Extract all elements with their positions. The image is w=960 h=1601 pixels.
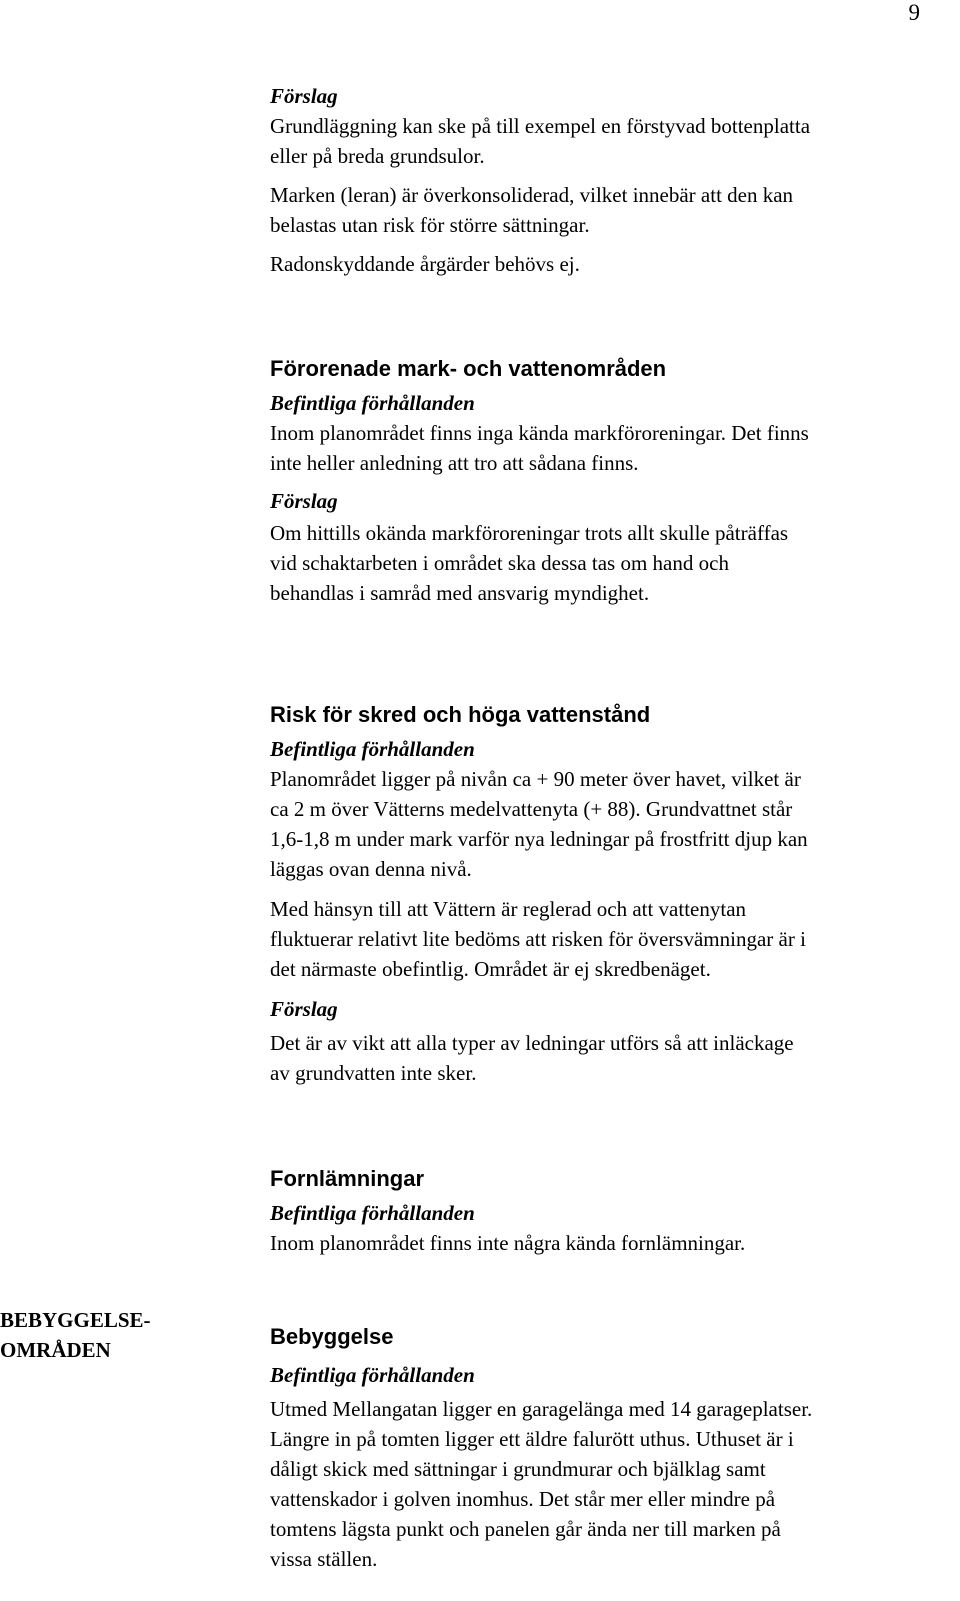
paragraph-line: Med hänsyn till att Vättern är reglerad och att vattenytan bbox=[270, 897, 747, 921]
subheading-befintliga: Befintliga förhållanden bbox=[270, 1363, 475, 1387]
margin-label-line: BEBYGGELSE- bbox=[0, 1308, 151, 1332]
paragraph-line: Utmed Mellangatan ligger en garagelänga med 14 garageplatser. bbox=[270, 1397, 813, 1421]
paragraph-line: läggas ovan denna nivå. bbox=[270, 857, 472, 881]
paragraph-line: fluktuerar relativt lite bedöms att risken för översvämningar är i bbox=[270, 927, 806, 951]
paragraph-line: Inom planområdet finns inte några kända fornlämningar. bbox=[270, 1231, 746, 1255]
paragraph-line: Planområdet ligger på nivån ca + 90 meter över havet, vilket är bbox=[270, 767, 801, 791]
paragraph-line: vissa ställen. bbox=[270, 1547, 378, 1571]
paragraph-line: Radonskyddande årgärder behövs ej. bbox=[270, 252, 580, 276]
paragraph-line: det närmaste obefintlig. Området är ej skredbenäget. bbox=[270, 957, 711, 981]
paragraph-line: Inom planområdet finns inga kända markföroreningar. Det finns bbox=[270, 421, 809, 445]
margin-label-line: OMRÅDEN bbox=[0, 1338, 111, 1362]
paragraph-line: behandlas i samråd med ansvarig myndighet. bbox=[270, 581, 650, 605]
paragraph-line: Längre in på tomten ligger ett äldre falurött uthus. Uthuset är i bbox=[270, 1427, 794, 1451]
paragraph-line: eller på breda grundsulor. bbox=[270, 144, 485, 168]
subheading-forslag: Förslag bbox=[270, 997, 338, 1021]
section-fornlamningar bbox=[270, 1164, 950, 1258]
section-bebyggelse bbox=[270, 1322, 950, 1574]
subheading-forslag: Förslag bbox=[270, 84, 338, 108]
paragraph-line: 1,6-1,8 m under mark varför nya ledningar på frostfritt djup kan bbox=[270, 827, 808, 851]
paragraph-line: av grundvatten inte sker. bbox=[270, 1061, 477, 1085]
paragraph-line: ca 2 m över Vätterns medelvattenyta (+ 88). Grundvattnet står bbox=[270, 797, 793, 821]
subheading-forslag: Förslag bbox=[270, 489, 338, 513]
paragraph-line: inte heller anledning att tro att sådana finns. bbox=[270, 451, 639, 475]
section-heading: Bebyggelse bbox=[270, 1324, 394, 1349]
margin-section-label bbox=[0, 1305, 200, 1365]
section-heading: Risk för skred och höga vattenstånd bbox=[270, 702, 651, 727]
subheading-befintliga: Befintliga förhållanden bbox=[270, 1201, 475, 1225]
section-heading: Fornlämningar bbox=[270, 1166, 425, 1191]
paragraph-line: dåligt skick med sättningar i grundmurar och bjälklag samt bbox=[270, 1457, 766, 1481]
paragraph-line: Marken (leran) är överkonsoliderad, vilket innebär att den kan bbox=[270, 183, 794, 207]
section-fororenade-mark bbox=[270, 354, 950, 608]
paragraph-line: vid schaktarbeten i området ska dessa tas om hand och bbox=[270, 551, 729, 575]
section-heading: Förorenade mark- och vattenområden bbox=[270, 356, 667, 381]
paragraph-line: Det är av vikt att alla typer av ledningar utförs så att inläckage bbox=[270, 1031, 794, 1055]
paragraph-line: vattenskador i golven inomhus. Det står mer eller mindre på bbox=[270, 1487, 776, 1511]
paragraph-line: belastas utan risk för större sättningar. bbox=[270, 213, 590, 237]
section-risk-for-skred bbox=[270, 700, 950, 1088]
section-forslag-grundlaggning bbox=[270, 81, 950, 279]
page-number: 9 bbox=[908, 0, 920, 25]
paragraph-line: Grundläggning kan ske på till exempel en förstyvad bottenplatta bbox=[270, 114, 811, 138]
paragraph-line: Om hittills okända markföroreningar trots allt skulle påträffas bbox=[270, 521, 789, 545]
paragraph-line: tomtens lägsta punkt och panelen går ända ner till marken på bbox=[270, 1517, 781, 1541]
subheading-befintliga: Befintliga förhållanden bbox=[270, 391, 475, 415]
subheading-befintliga: Befintliga förhållanden bbox=[270, 737, 475, 761]
